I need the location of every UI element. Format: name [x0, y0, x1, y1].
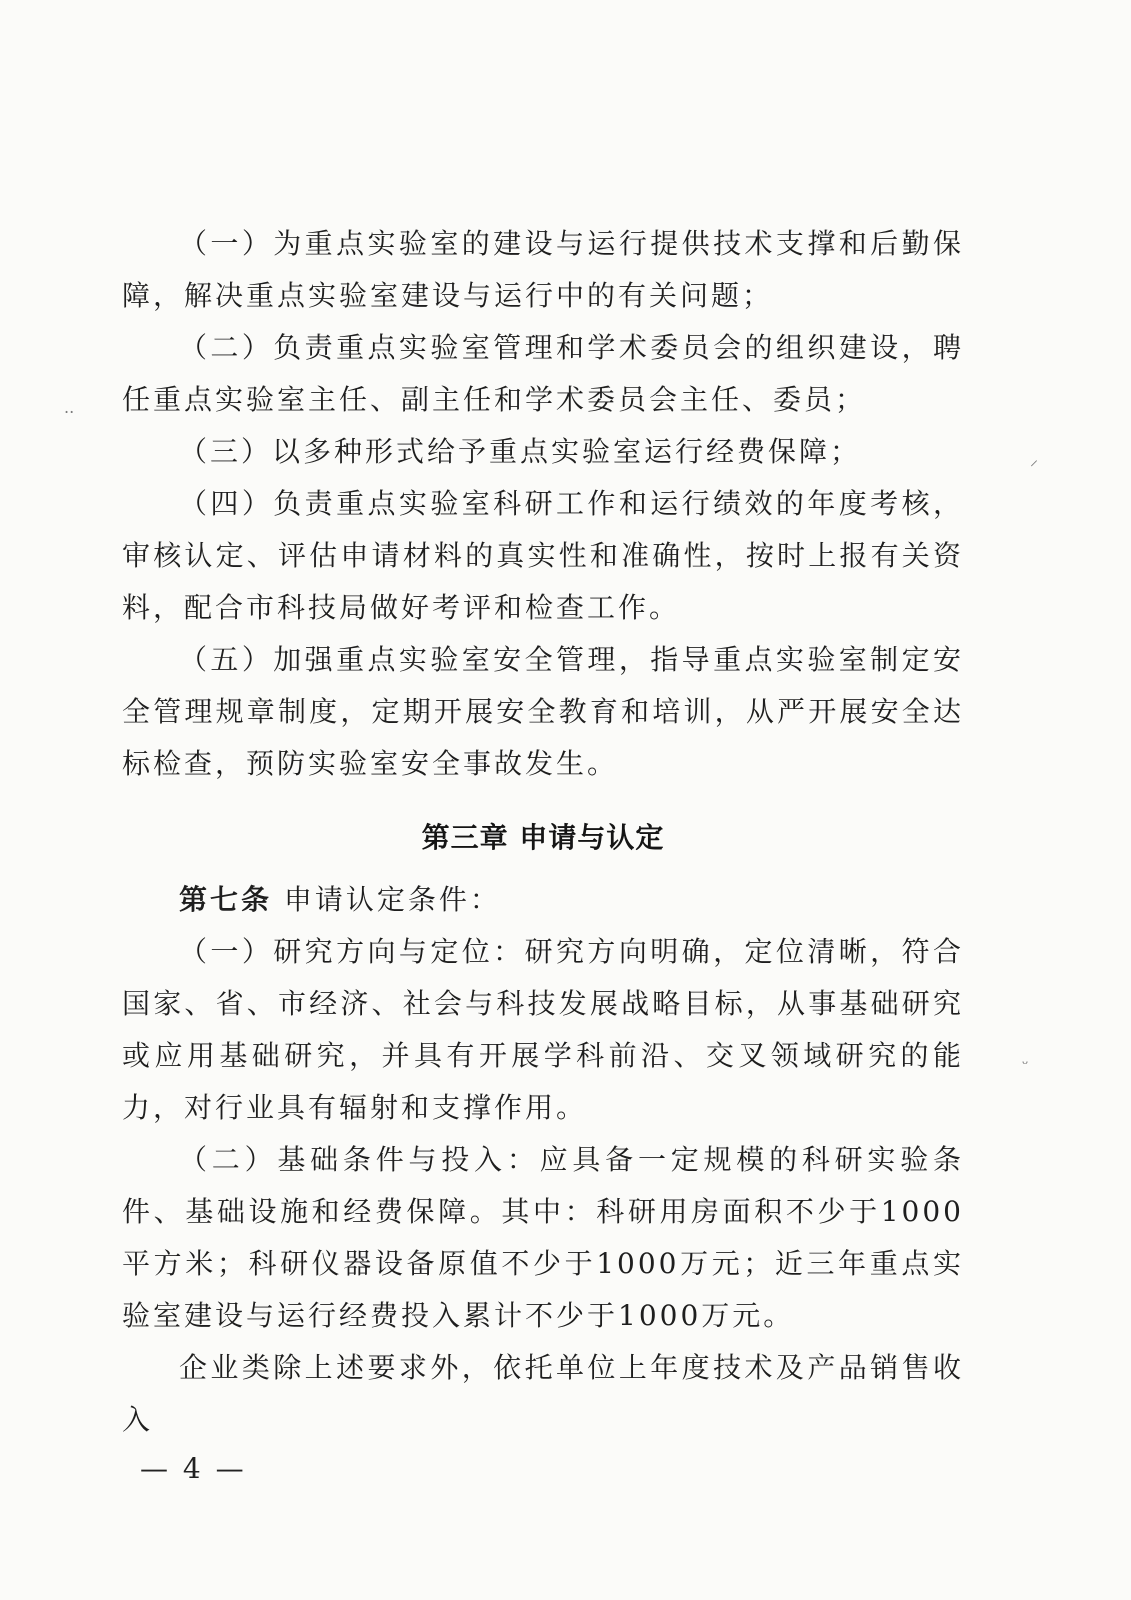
condition-basic-conditions: （二）基础条件与投入：应具备一定规模的科研实验条件、基础设施和经费保障。其中：科研用房面积不少于1000平方米；科研仪器设备原值不少于1000万元；近三年重点实验室建设与运行经费投入累计不少于1000万元。 — [122, 1143, 964, 1332]
paragraph-item-1: （一）为重点实验室的建设与运行提供技术支撑和后勤保障，解决重点实验室建设与运行中的有关问题； — [122, 227, 964, 312]
article-text: 申请认定条件： — [283, 883, 501, 916]
scan-speck: ᵕ — [1022, 1054, 1029, 1073]
article-7 — [122, 874, 964, 926]
condition-research-direction: （一）研究方向与定位：研究方向明确，定位清晰，符合国家、省、市经济、社会与科技发展战略目标，从事基础研究或应用基础研究，并具有开展学科前沿、交叉领域研究的能力，对行业具有辐射和支撑作用。 — [122, 935, 964, 1124]
scan-speck: .. — [64, 398, 75, 417]
paragraph-item-3: （三）以多种形式给予重点实验室运行经费保障； — [179, 435, 862, 468]
enterprise-requirement: 企业类除上述要求外，依托单位上年度技术及产品销售收入 — [122, 1351, 964, 1436]
scan-speck: ⸝ — [1030, 450, 1039, 469]
paragraph-item-2: （二）负责重点实验室管理和学术委员会的组织建设，聘任重点实验室主任、副主任和学术委员会主任、委员； — [122, 331, 964, 416]
document-body — [122, 218, 964, 1446]
page-number: — 4 — — [140, 1452, 247, 1485]
paragraph-item-5: （五）加强重点实验室安全管理，指导重点实验室制定安全管理规章制度，定期开展安全教育和培训，从严开展安全达标检查，预防实验室安全事故发生。 — [122, 643, 964, 780]
article-number: 第七条 — [179, 883, 273, 916]
paragraph-item-4: （四）负责重点实验室科研工作和运行绩效的年度考核，审核认定、评估申请材料的真实性和准确性，按时上报有关资料，配合市科技局做好考评和检查工作。 — [122, 487, 964, 624]
chapter-heading: 第三章 申请与认定 — [421, 821, 665, 854]
